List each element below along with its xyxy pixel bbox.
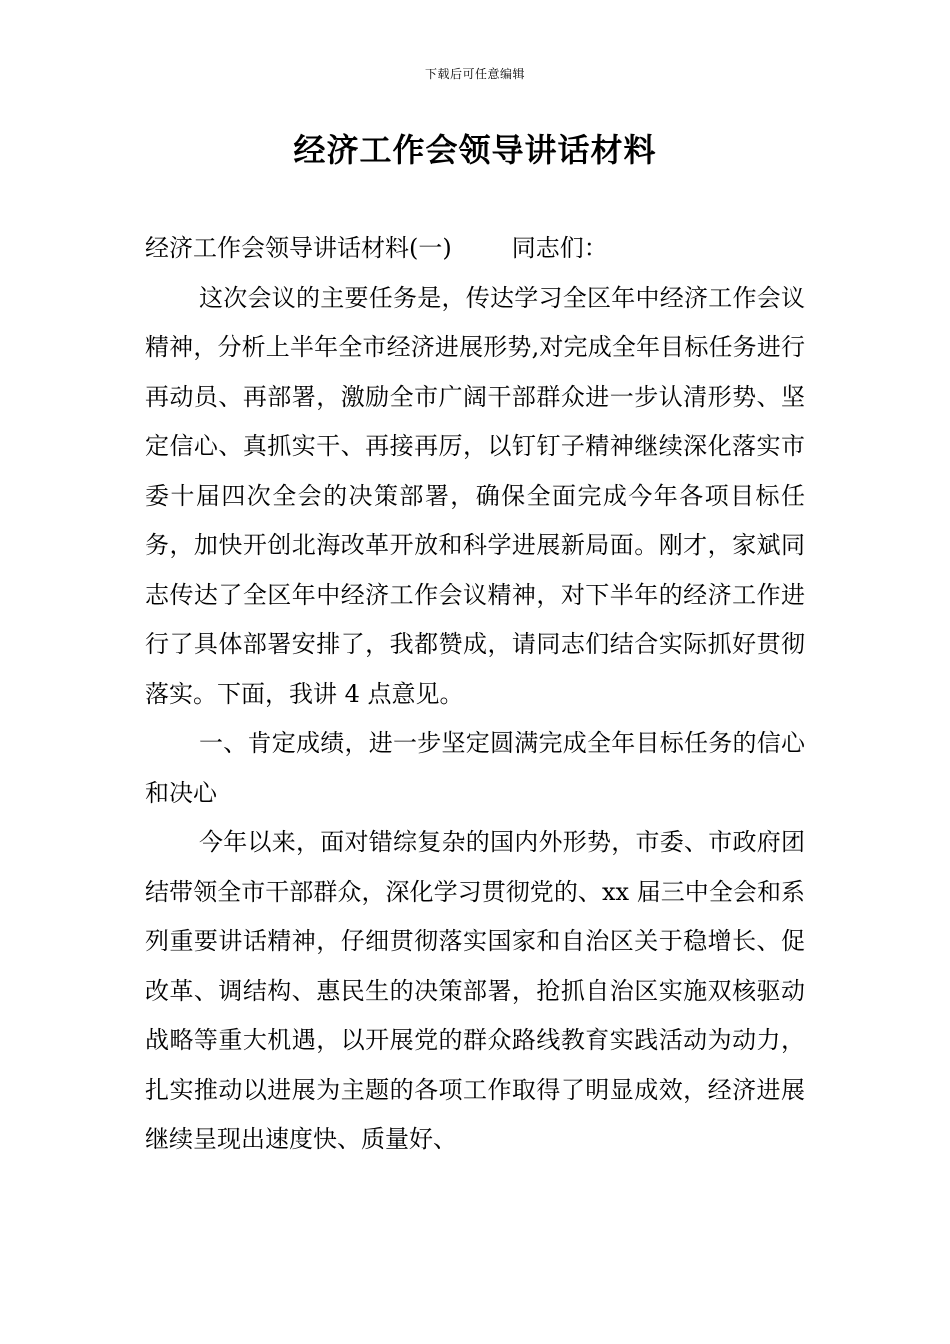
- document-title: 经济工作会领导讲话材料: [293, 131, 657, 169]
- subtitle: 经济工作会领导讲话材料(一): [145, 234, 452, 262]
- subtitle-line: [145, 224, 805, 274]
- paragraph-section-1: 今年以来，面对错综复杂的国内外形势，市委、市政府团结带领全市干部群众，深化学习贯彻党的、xx 届三中全会和系列重要讲话精神，仔细贯彻落实国家和自治区关于稳增长、促改革、调结构、惠民生的决策部署，抢抓自治区实施双核驱动战略等重大机遇，以开展党的群众路线教育实践活动为动力，扎实推动以进展为主题的各项工作取得了明显成效，经济进展继续呈现出速度快、质量好、: [145, 828, 805, 1153]
- document-body: [145, 224, 805, 1165]
- paragraph-intro: 这次会议的主要任务是，传达学习全区年中经济工作会议精神，分析上半年全市经济进展形势,对完成全年目标任务进行再动员、再部署，激励全市广阔干部群众进一步认清形势、坚定信心、真抓实干、再接再厉，以钉钉子精神继续深化落实市委十届四次全会的决策部署，确保全面完成今年各项目标任务，加快开创北海改革开放和科学进展新局面。刚才，家斌同志传达了全区年中经济工作会议精神，对下半年的经济工作进行了具体部署安排了，我都赞成，请同志们结合实际抓好贯彻落实。下面，我讲 4 点意见。: [145, 283, 805, 708]
- section-heading-1: 一、肯定成绩，进一步坚定圆满完成全年目标任务的信心和决心: [145, 729, 805, 807]
- header-note: 下载后可任意编辑: [424, 67, 525, 81]
- salutation: 同志们：: [511, 234, 608, 262]
